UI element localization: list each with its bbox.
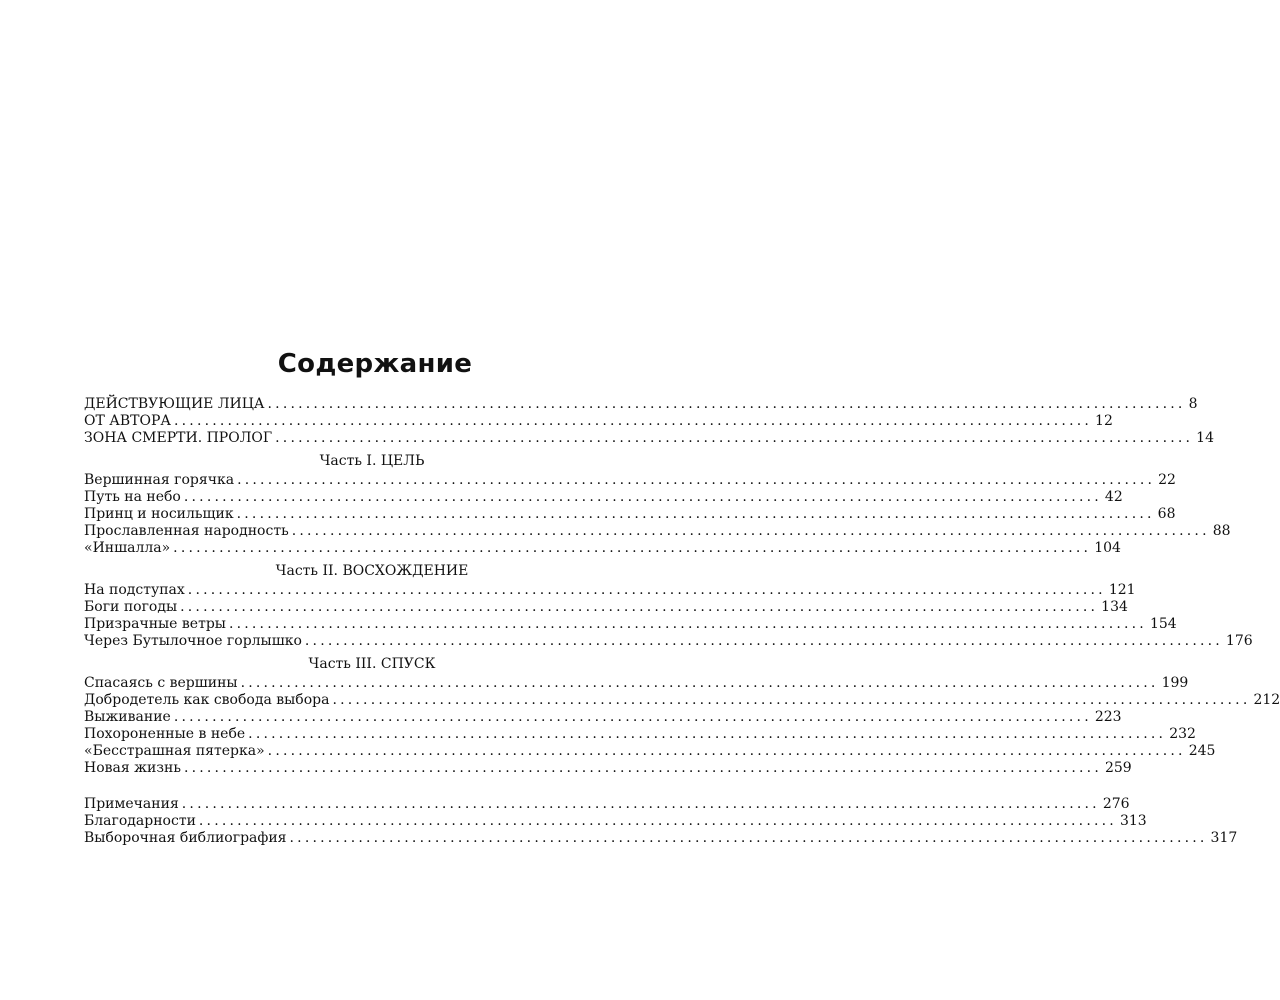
part-section (84, 656, 1280, 777)
toc-page-number: 276 (1102, 796, 1130, 812)
toc-page-number: 14 (1196, 430, 1214, 446)
part-section (84, 453, 1231, 557)
toc-entry[interactable] (84, 692, 1280, 709)
dot-leader: ........................................................................................................................ (183, 760, 1102, 776)
toc-entry[interactable] (84, 540, 1121, 557)
toc-entry[interactable] (84, 599, 1128, 616)
toc-entry-title: ДЕЙСТВУЮЩИЕ ЛИЦА (84, 396, 265, 412)
dot-leader: ........................................................................................................................ (332, 692, 1251, 708)
dot-leader: ........................................................................................................................ (267, 396, 1186, 412)
page-title: Содержание (277, 349, 473, 380)
toc-entry-title: Добродетель как свобода выбора (84, 692, 330, 708)
toc-entry[interactable] (84, 523, 1231, 540)
parts (84, 453, 1280, 777)
toc-entry-title: Призрачные ветры (84, 616, 226, 632)
dot-leader: ........................................................................................................................ (291, 523, 1210, 539)
toc-entry[interactable] (84, 489, 1123, 506)
toc-entry[interactable] (84, 633, 1253, 650)
toc-page-number: 313 (1119, 813, 1147, 829)
toc-entry-title: Принц и носильщик (84, 506, 234, 522)
toc-entry[interactable] (84, 413, 1113, 430)
toc-entry-title: Вершинная горячка (84, 472, 235, 488)
toc-page-number: 8 (1188, 396, 1198, 412)
toc-page-number: 42 (1104, 489, 1123, 505)
toc-page-number: 88 (1212, 523, 1231, 539)
toc-entry-title: ОТ АВТОРА (84, 413, 171, 429)
toc-entry-title: Выборочная библиография (84, 830, 287, 846)
toc-entry[interactable] (84, 796, 1130, 813)
toc-entry[interactable] (84, 506, 1176, 523)
toc-entry[interactable] (84, 709, 1122, 726)
toc-entry-title: Похороненные в небе (84, 726, 246, 742)
toc-page-number: 259 (1104, 760, 1132, 776)
section-spacer (84, 777, 660, 796)
toc-page-number: 154 (1149, 616, 1177, 632)
toc-entry[interactable] (84, 396, 1198, 413)
intro-entries (84, 396, 1214, 447)
toc-entry-title: «Бесстрашная пятерка» (84, 743, 265, 759)
toc-entry[interactable] (84, 472, 1176, 489)
dot-leader: ........................................................................................................................ (248, 726, 1167, 742)
toc-page-number: 199 (1161, 675, 1189, 691)
dot-leader: ........................................................................................................................ (267, 743, 1186, 759)
toc-entry[interactable] (84, 616, 1177, 633)
toc-entry-title: Выживание (84, 709, 171, 725)
dot-leader: ........................................................................................................................ (237, 472, 1156, 488)
dot-leader: ........................................................................................................................ (183, 489, 1102, 505)
toc-entry[interactable] (84, 726, 1196, 743)
toc-page-number: 68 (1157, 506, 1176, 522)
toc-entry[interactable] (84, 830, 1238, 847)
dot-leader: ........................................................................................................................ (187, 582, 1106, 598)
dot-leader: ........................................................................................................................ (173, 540, 1092, 556)
toc-entry[interactable] (84, 813, 1147, 830)
part-heading: Часть II. ВОСХОЖДЕНИЕ (275, 563, 469, 579)
toc-entry[interactable] (84, 760, 1132, 777)
dot-leader: ........................................................................................................................ (236, 506, 1155, 522)
toc-entry-title: Боги погоды (84, 599, 178, 615)
toc-entry-title: На подступах (84, 582, 185, 598)
toc-page-number: 121 (1108, 582, 1136, 598)
toc-entry-title: Новая жизнь (84, 760, 181, 776)
dot-leader: ........................................................................................................................ (240, 675, 1159, 691)
dot-leader: ........................................................................................................................ (198, 813, 1117, 829)
toc-page-number: 245 (1188, 743, 1216, 759)
toc-entry-title: Примечания (84, 796, 179, 812)
dot-leader: ........................................................................................................................ (174, 413, 1093, 429)
toc-entry[interactable] (84, 430, 1214, 447)
toc-page-number: 232 (1169, 726, 1196, 742)
toc-page-number: 223 (1094, 709, 1122, 725)
toc-entry-title: Прославленная народность (84, 523, 289, 539)
toc-entry[interactable] (84, 743, 1216, 760)
dot-leader: ........................................................................................................................ (180, 599, 1099, 615)
toc-entry[interactable] (84, 582, 1136, 599)
toc-page-number: 134 (1101, 599, 1128, 615)
toc-entry-title: Путь на небо (84, 489, 181, 505)
toc-entry-title: ЗОНА СМЕРТИ. ПРОЛОГ (84, 430, 273, 446)
dot-leader: ........................................................................................................................ (181, 796, 1100, 812)
toc-page-number: 12 (1095, 413, 1113, 429)
toc-page-number: 317 (1210, 830, 1238, 846)
part-heading: Часть I. ЦЕЛЬ (319, 453, 425, 469)
toc-page-number: 212 (1253, 692, 1280, 708)
toc-entry-title: Спасаясь с вершины (84, 675, 238, 691)
dot-leader: ........................................................................................................................ (304, 633, 1223, 649)
toc-page-number: 176 (1225, 633, 1253, 649)
table-of-contents (84, 396, 1280, 847)
toc-entry-title: Через Бутылочное горлышко (84, 633, 302, 649)
dot-leader: ........................................................................................................................ (173, 709, 1092, 725)
back-matter-entries (84, 796, 1238, 847)
toc-page-number: 22 (1158, 472, 1176, 488)
dot-leader: ........................................................................................................................ (275, 430, 1194, 446)
toc-entry-title: Благодарности (84, 813, 196, 829)
toc-entry[interactable] (84, 675, 1189, 692)
dot-leader: ........................................................................................................................ (289, 830, 1208, 846)
toc-page-number: 104 (1094, 540, 1121, 556)
dot-leader: ........................................................................................................................ (228, 616, 1147, 632)
part-heading: Часть III. СПУСК (308, 656, 436, 672)
part-section (84, 563, 1253, 650)
toc-entry-title: «Иншалла» (84, 540, 171, 556)
